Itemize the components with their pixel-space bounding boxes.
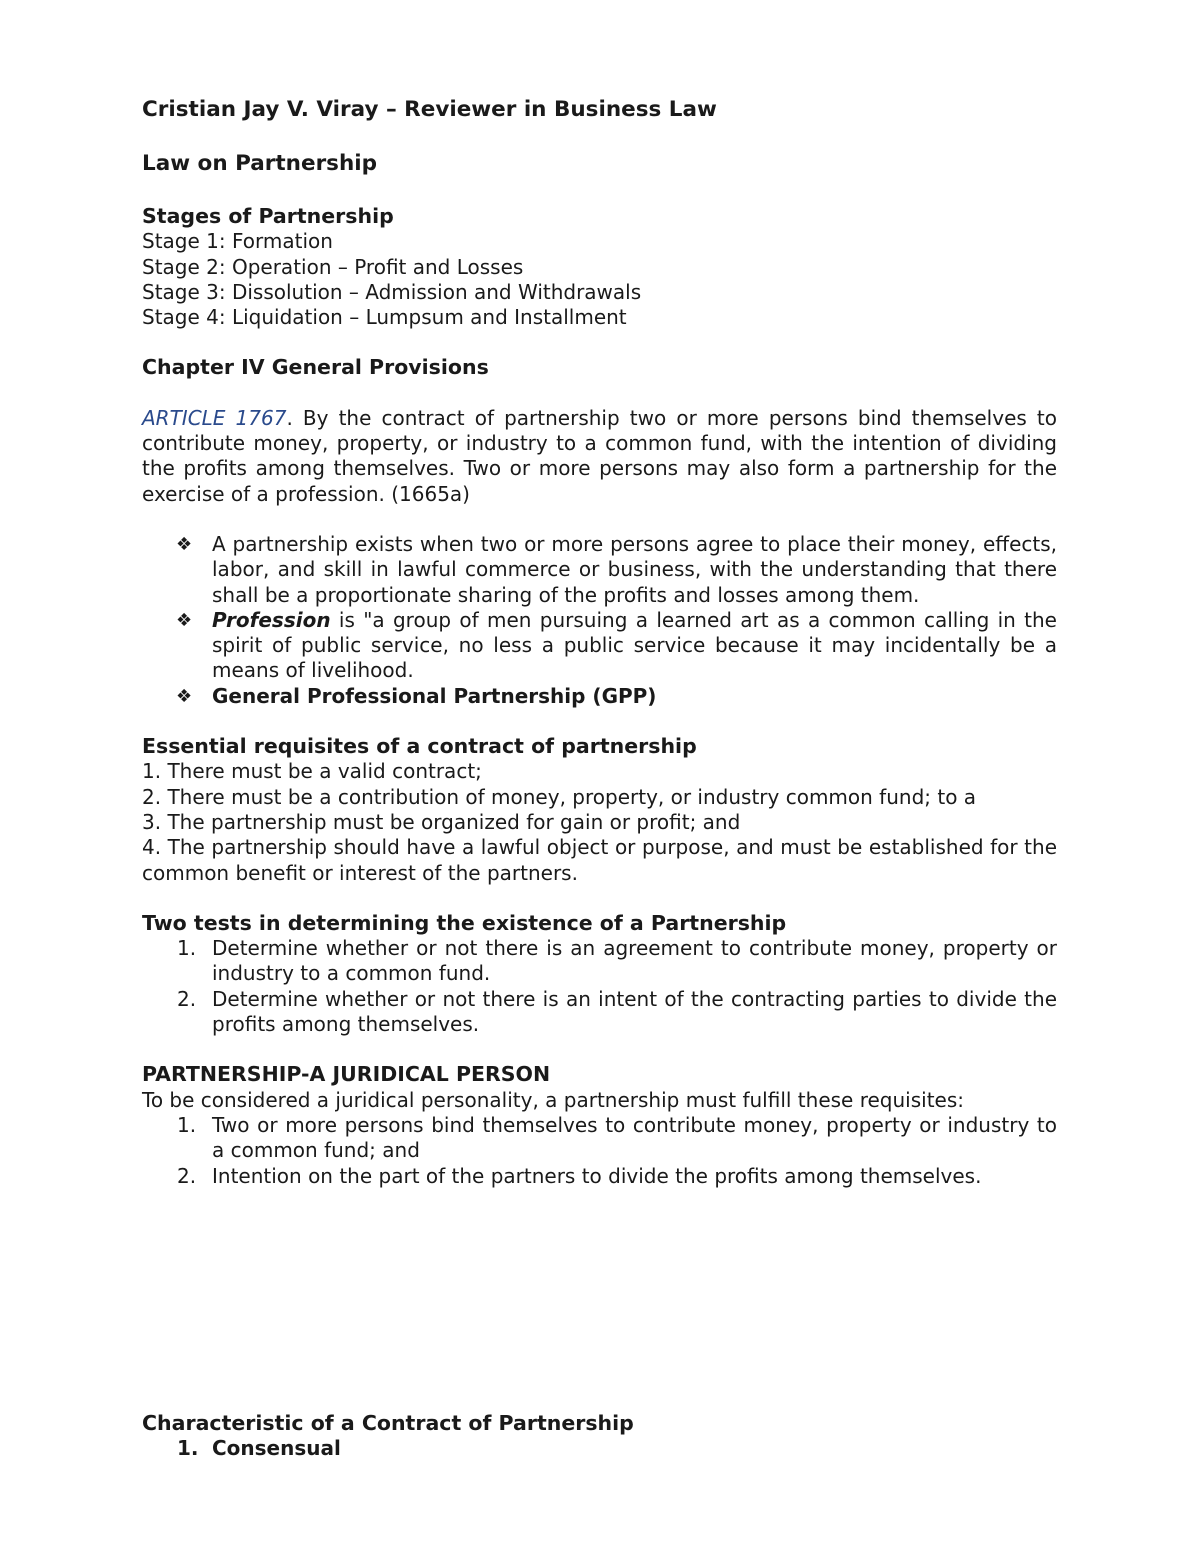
list-item [142,1164,1057,1189]
list-number: 1. [177,1436,199,1461]
list-number: 2. [177,986,197,1011]
stage-item: Stage 3: Dissolution – Admission and Withdrawals [142,279,642,304]
list-text: Intention on the part of the partners to divide the profits among themselves. [212,1163,982,1188]
list-number: 2. [177,1163,197,1188]
list-number: 1. [177,936,197,961]
juridical-list [142,1113,1057,1189]
requisite-item: 4. The partnership should have a lawful object or purpose, and must be established for the common benefit or interest of the partners. [142,835,1057,885]
profession-term: Profession [212,607,331,632]
requisite-item: 3. The partnership must be organized for gain or profit; and [142,809,741,834]
stages-heading: Stages of Partnership [142,204,394,228]
characteristics-list [142,1436,1057,1461]
list-number: 1. [177,1112,197,1137]
stage-item: Stage 4: Liquidation – Lumpsum and Installment [142,305,627,330]
list-item [142,1436,1057,1461]
diamond-bullet-icon: ❖ [176,609,193,631]
list-item [142,608,1057,684]
list-item [142,684,1057,709]
tests-list [142,936,1057,1037]
article-label: ARTICLE 1767 [142,405,287,430]
juridical-intro: To be considered a juridical personality, a partnership must fulfill these requisites: [142,1087,965,1112]
bullet-text: A partnership exists when two or more persons agree to place their money, effects, labor, and skill in lawful commerce or business, with the understanding that there shall be a proportionate sharing of the profits and losses among them. [212,531,1057,607]
list-item [142,936,1057,987]
document-body [142,96,1057,1189]
article-text: . By the contract of partnership two or more persons bind themselves to contribute money, property, or industry to a common fund, with the intention of dividing the profits among themselves. Two or more persons may also form a partnership for the exercise of a profession. (1665a) [142,405,1057,506]
bullet-text: is "a group of men pursuing a learned art as a common calling in the spirit of public service, no less a public service because it may incidentally be a means of livelihood. [212,607,1057,683]
characteristics-heading: Characteristic of a Contract of Partnership [142,1411,634,1435]
stage-item: Stage 2: Operation – Profit and Losses [142,254,524,279]
requisite-item: 2. There must be a contribution of money, property, or industry common fund; to a [142,784,977,809]
requisite-item: 1. There must be a valid contract; [142,759,482,784]
characteristics-section [142,1411,1057,1462]
list-text: Consensual [212,1436,341,1461]
bullet-text: General Professional Partnership (GPP) [212,683,657,708]
list-text: Determine whether or not there is an intent of the contracting parties to divide the profits among themselves. [212,986,1057,1037]
list-text: Determine whether or not there is an agreement to contribute money, property or industry to a common fund. [212,936,1057,986]
tests-heading: Two tests in determining the existence of a Partnership [142,910,787,935]
section-title: Law on Partnership [142,151,378,176]
stage-item: Stage 1: Formation [142,229,333,254]
list-item [142,987,1057,1038]
diamond-bullet-icon: ❖ [176,685,193,707]
diamond-bullet-icon: ❖ [176,533,193,555]
list-item [142,532,1057,608]
list-item [142,1113,1057,1164]
requisites-heading: Essential requisites of a contract of partnership [142,734,697,759]
juridical-heading: PARTNERSHIP-A JURIDICAL PERSON [142,1062,551,1087]
article-paragraph [142,406,1057,507]
chapter-heading: Chapter IV General Provisions [142,355,489,380]
list-text: Two or more persons bind themselves to contribute money, property or industry to a common fund; and [212,1112,1057,1163]
header-title: Cristian Jay V. Viray – Reviewer in Business Law [142,97,717,122]
bullet-list [142,532,1057,709]
